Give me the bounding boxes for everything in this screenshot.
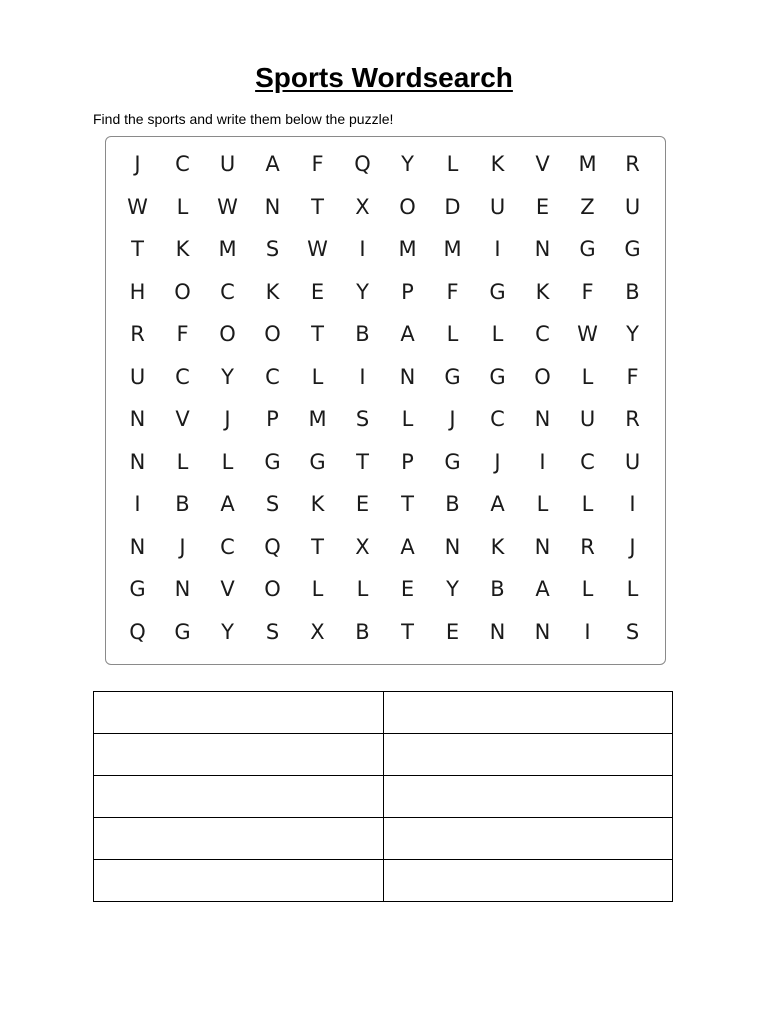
grid-letter[interactable]: L <box>176 194 189 219</box>
grid-letter[interactable]: L <box>446 152 459 177</box>
grid-letter[interactable]: A <box>400 322 415 347</box>
grid-letter[interactable]: K <box>265 279 280 304</box>
grid-letter[interactable]: G <box>264 449 281 474</box>
grid-letter[interactable]: T <box>401 492 414 517</box>
grid-letter[interactable]: W <box>217 194 238 219</box>
grid-letter[interactable]: T <box>311 322 324 347</box>
grid-letter[interactable]: X <box>310 619 325 644</box>
grid-letter[interactable]: T <box>311 194 324 219</box>
grid-letter[interactable]: K <box>490 152 505 177</box>
grid-letter[interactable]: C <box>220 279 235 304</box>
grid-letter[interactable]: L <box>356 577 369 602</box>
grid-letter[interactable]: O <box>534 364 551 389</box>
grid-letter[interactable]: N <box>174 577 191 602</box>
grid-letter[interactable]: I <box>584 619 591 644</box>
grid-letter[interactable]: S <box>265 237 280 262</box>
grid-letter[interactable]: R <box>580 534 595 559</box>
grid-letter[interactable]: S <box>625 619 640 644</box>
grid-letter[interactable]: R <box>130 322 145 347</box>
answer-cell[interactable] <box>94 734 384 776</box>
grid-letter[interactable]: M <box>218 237 237 262</box>
grid-letter[interactable]: P <box>401 279 414 304</box>
grid-letter[interactable]: L <box>536 492 549 517</box>
grid-letter[interactable]: K <box>175 237 190 262</box>
grid-letter[interactable]: N <box>129 449 146 474</box>
grid-letter[interactable]: U <box>129 364 146 389</box>
grid-letter[interactable]: B <box>490 577 505 602</box>
grid-letter[interactable]: O <box>264 577 281 602</box>
grid-letter[interactable]: W <box>577 322 598 347</box>
grid-letter[interactable]: E <box>445 619 460 644</box>
grid-letter[interactable]: Y <box>356 279 369 304</box>
grid-letter[interactable]: N <box>534 534 551 559</box>
grid-letter[interactable]: P <box>401 449 414 474</box>
grid-letter[interactable]: E <box>355 492 370 517</box>
instructions-text: Find the sports and write them below the puzzle! <box>93 111 394 127</box>
grid-letter[interactable]: Y <box>401 152 414 177</box>
grid-letter[interactable]: V <box>175 407 190 432</box>
grid-letter[interactable]: X <box>355 534 370 559</box>
page-title: Sports Wordsearch <box>255 62 513 93</box>
grid-letter[interactable]: C <box>265 364 280 389</box>
grid-letter[interactable]: J <box>449 407 456 432</box>
grid-letter[interactable]: P <box>266 407 279 432</box>
grid-letter[interactable]: A <box>220 492 235 517</box>
grid-letter[interactable]: T <box>131 237 144 262</box>
grid-letter[interactable]: S <box>355 407 370 432</box>
grid-letter[interactable]: B <box>355 322 370 347</box>
answer-table <box>93 691 673 902</box>
grid-letter[interactable]: C <box>220 534 235 559</box>
grid-letter[interactable]: N <box>399 364 416 389</box>
grid-letter[interactable]: C <box>175 364 190 389</box>
answer-row <box>94 818 673 860</box>
grid-letter[interactable]: L <box>581 492 594 517</box>
grid-letter[interactable]: O <box>264 322 281 347</box>
grid-letter[interactable]: B <box>355 619 370 644</box>
grid-letter[interactable]: M <box>578 152 597 177</box>
grid-letter[interactable]: Y <box>446 577 459 602</box>
grid-letter[interactable]: C <box>535 322 550 347</box>
answer-cell[interactable] <box>383 776 673 818</box>
grid-letter[interactable]: O <box>399 194 416 219</box>
grid-letter[interactable]: L <box>311 364 324 389</box>
grid-letter[interactable]: S <box>265 492 280 517</box>
grid-letter[interactable]: G <box>174 619 191 644</box>
grid-letter[interactable]: J <box>179 534 186 559</box>
grid-letter[interactable]: F <box>626 364 639 389</box>
grid-letter[interactable]: I <box>494 237 501 262</box>
answer-row <box>94 860 673 902</box>
grid-letter[interactable]: K <box>490 534 505 559</box>
grid-letter[interactable]: M <box>443 237 462 262</box>
grid-letter[interactable]: E <box>400 577 415 602</box>
grid-letter[interactable]: J <box>494 449 501 474</box>
grid-letter[interactable]: J <box>629 534 636 559</box>
grid-letter[interactable]: N <box>444 534 461 559</box>
grid-letter[interactable]: V <box>535 152 550 177</box>
grid-letter[interactable]: L <box>491 322 504 347</box>
grid-letter[interactable]: B <box>175 492 190 517</box>
grid-letter[interactable]: I <box>359 364 366 389</box>
grid-letter[interactable]: G <box>129 577 146 602</box>
answer-row <box>94 734 673 776</box>
grid-letter[interactable]: O <box>219 322 236 347</box>
grid-letter[interactable]: C <box>175 152 190 177</box>
grid-letter[interactable]: N <box>129 407 146 432</box>
answer-row <box>94 692 673 734</box>
grid-letter[interactable]: L <box>401 407 414 432</box>
grid-letter[interactable]: L <box>446 322 459 347</box>
grid-letter[interactable]: F <box>176 322 189 347</box>
grid-letter[interactable]: F <box>311 152 324 177</box>
grid-letter[interactable]: I <box>134 492 141 517</box>
grid-letter[interactable]: L <box>626 577 639 602</box>
grid-letter[interactable]: I <box>629 492 636 517</box>
grid-letter[interactable]: B <box>445 492 460 517</box>
grid-letter[interactable]: U <box>624 194 641 219</box>
grid-letter[interactable]: W <box>127 194 148 219</box>
grid-letter[interactable]: U <box>219 152 236 177</box>
answer-cell[interactable] <box>94 860 384 902</box>
grid-letter[interactable]: L <box>581 577 594 602</box>
grid-letter[interactable]: C <box>490 407 505 432</box>
grid-letter[interactable]: M <box>398 237 417 262</box>
grid-letter[interactable]: I <box>359 237 366 262</box>
grid-letter[interactable]: T <box>401 619 414 644</box>
grid-letter[interactable]: R <box>625 152 640 177</box>
grid-letter[interactable]: N <box>489 619 506 644</box>
grid-letter[interactable]: M <box>308 407 327 432</box>
grid-letter[interactable]: Q <box>129 619 146 644</box>
grid-letter[interactable]: D <box>444 194 461 219</box>
grid-letter[interactable]: Z <box>580 194 595 219</box>
grid-letter[interactable]: J <box>224 407 231 432</box>
grid-letter[interactable]: A <box>535 577 550 602</box>
grid-letter[interactable]: F <box>581 279 594 304</box>
grid-letter[interactable]: V <box>220 577 235 602</box>
grid-letter[interactable]: F <box>446 279 459 304</box>
answer-cell[interactable] <box>383 818 673 860</box>
grid-letter[interactable]: L <box>311 577 324 602</box>
grid-letter[interactable]: N <box>534 619 551 644</box>
grid-letter[interactable]: N <box>264 194 281 219</box>
grid-letter[interactable]: Q <box>354 152 371 177</box>
grid-letter[interactable]: X <box>355 194 370 219</box>
grid-letter[interactable]: Y <box>221 364 234 389</box>
grid-letter[interactable]: B <box>625 279 640 304</box>
answer-cell[interactable] <box>383 860 673 902</box>
grid-letter[interactable]: S <box>265 619 280 644</box>
answer-row <box>94 776 673 818</box>
answer-cell[interactable] <box>383 734 673 776</box>
grid-letter[interactable]: G <box>624 237 641 262</box>
grid-letter[interactable]: J <box>134 152 141 177</box>
grid-letter[interactable]: O <box>174 279 191 304</box>
grid-letter[interactable]: U <box>624 449 641 474</box>
grid-letter[interactable]: C <box>580 449 595 474</box>
grid-letter[interactable]: U <box>489 194 506 219</box>
answer-cell[interactable] <box>94 818 384 860</box>
grid-letter[interactable]: G <box>444 364 461 389</box>
grid-letter[interactable]: N <box>534 237 551 262</box>
grid-letter[interactable]: I <box>539 449 546 474</box>
answer-cell[interactable] <box>383 692 673 734</box>
grid-letter[interactable]: U <box>579 407 596 432</box>
answer-cell[interactable] <box>94 692 384 734</box>
grid-letter[interactable]: A <box>265 152 280 177</box>
grid-letter[interactable]: G <box>489 279 506 304</box>
grid-letter[interactable]: A <box>400 534 415 559</box>
grid-letter[interactable]: H <box>129 279 146 304</box>
grid-letter[interactable]: K <box>535 279 550 304</box>
grid-letter[interactable]: Q <box>264 534 281 559</box>
answer-cell[interactable] <box>94 776 384 818</box>
grid-letter[interactable]: K <box>310 492 325 517</box>
grid-letter[interactable]: G <box>444 449 461 474</box>
grid-letter[interactable]: R <box>625 407 640 432</box>
grid-letter[interactable]: E <box>310 279 325 304</box>
grid-letter[interactable]: L <box>176 449 189 474</box>
grid-letter[interactable]: G <box>489 364 506 389</box>
grid-letter[interactable]: T <box>311 534 324 559</box>
grid-letter[interactable]: N <box>534 407 551 432</box>
grid-letter[interactable]: E <box>535 194 550 219</box>
grid-letter[interactable]: N <box>129 534 146 559</box>
grid-letter[interactable]: G <box>579 237 596 262</box>
grid-letter[interactable]: W <box>307 237 328 262</box>
grid-letter[interactable]: A <box>490 492 505 517</box>
grid-letter[interactable]: Y <box>626 322 639 347</box>
grid-letter[interactable]: L <box>221 449 234 474</box>
grid-letter[interactable]: L <box>581 364 594 389</box>
grid-letter[interactable]: G <box>309 449 326 474</box>
grid-letter[interactable]: T <box>356 449 369 474</box>
grid-letter[interactable]: Y <box>221 619 234 644</box>
wordsearch-grid <box>115 143 655 653</box>
